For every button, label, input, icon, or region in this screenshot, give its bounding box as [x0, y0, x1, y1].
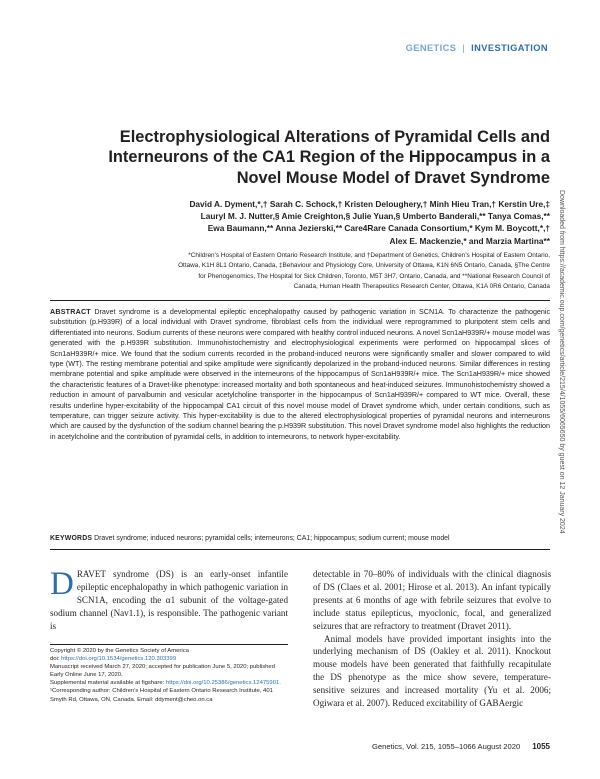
affiliation-line: Canada, Human Health Therapeutics Research Center, Ottawa, K1A 0R6 Ontario, Canada: [293, 283, 550, 291]
doi-link[interactable]: https://doi.org/10.1534/genetics.120.303399: [61, 656, 177, 663]
doi-label: doi:: [50, 656, 60, 663]
abstract: [50, 300, 550, 442]
keywords: [50, 534, 550, 544]
download-notice: Downloaded from https://academic.oup.com/genetics/article/215/4/1055/6065650 by guest on 12 January 2024: [558, 190, 565, 534]
affiliation-line: for Phenogenomics, The Hospital for Sick Children, Toronto, M5T 3H7, Ontario, Canada, and **National Research Council of: [198, 272, 550, 280]
keywords-label: KEYWORDS: [50, 535, 93, 542]
affiliation-line: Ottawa, K1H 8L1 Ontario, Canada, ‡Behaviour and Physiology Core, University of Ottawa, K1N 6N5 Ontario, Canada, §The Centre: [178, 262, 550, 270]
manuscript-dates: Manuscript received March 27, 2020; accepted for publication June 5, 2020; published Early Online June 17, 2020.: [50, 664, 275, 679]
keywords-divider: [50, 549, 550, 550]
affiliations: [50, 251, 550, 293]
author-list: [80, 198, 550, 247]
abstract-label: ABSTRACT: [50, 308, 91, 316]
supplemental-prefix: Supplemental material available at figshare:: [50, 680, 165, 687]
footnotes: [50, 647, 290, 704]
header-separator: |: [462, 43, 466, 53]
body-paragraph: Animal models have provided important insights into the underlying mechanism of DS (Oakley et al. 2011). Knockout mouse models have been generated that faithfully recapitulate the DS phenotype as the mice show severe, temperature-sensitive seizures and increased mortality (Yu et al. 2006; Ogiwara et al. 2007). Reduced excitability of GABAergic: [313, 633, 551, 709]
body-paragraph: detectable in 70–80% of individuals with the clinical diagnosis of DS (Claes et al. 2001; Hirose et al. 2013). An infant typically presents at 6 months of age with febrile seizures that evolve to include status epilepticus, myoclonic, focal, and generalized seizures that are refractory to treatment (Dravet 2011).: [313, 569, 551, 631]
affiliation-line: *Children’s Hospital of Eastern Ontario Research Institute, and †Department of Genetics, Children’s Hospital of Eastern Ontario,: [188, 252, 550, 259]
abstract-text: Dravet syndrome is a developmental epileptic encephalopathy caused by pathogenic variation in SCN1A. To characterize the pathogenic substitution (p.H939R) of a local individual with Dravet syndrome, fibroblast cells from the individual were reprogrammed to pluripotent stem cells and differentiated into neurons. Sodium currents of these neurons were compared with healthy control induced neurons. A novel Scn1aH939R/+ mouse model was generated with the p.H939R substitution. Immunohistochemistry and electrophysiological experiments were performed on hippocampal slices of Scn1aH939R/+ mice. We found that the sodium currents recorded in the proband-induced neurons were significantly smaller and slower compared to wild type (WT). The resting membrane potential and spike amplitude were significantly depolarized in the proband-induced neurons. Similar differences in resting membrane potential and spike amplitude were observed in the interneurons of the hippocampus of Scn1aH939R/+ mice. The Scn1aH939R/+ mice showed the characteristic features of a Dravet-like phenotype: increased mortality and both spontaneous and heat-induced seizures. Immunohistochemistry showed a reduction in amount of parvalbumin and vesicular acetylcholine transporter in the hippocampus of Scn1aH939R/+ compared to WT mice. Overall, these results underline hyper-excitability of the hippocampal CA1 circuit of this novel mouse model of Dravet syndrome which, under certain conditions, such as temperature, can trigger seizure activity. This hyper-excitability is due to the altered electrophysiological properties of pyramidal neurons and interneurons which are caused by the dysfunction of the sodium channel bearing the p.H939R substitution. This novel Dravet syndrome model also highlights the reduction in acetylcholine and the contribution of pyramidal cells, in addition to interneurons, to network hyper-excitability.: [50, 308, 551, 441]
page-number: 1055: [532, 742, 550, 751]
keywords-text: Dravet syndrome; induced neurons; pyramidal cells; interneurons; CA1; hippocampus; sodium current; mouse model: [94, 535, 450, 542]
author-line: Ewa Baumann,** Anna Jezierski,** Care4Rare Canada Consortium,* Kym M. Boycott,*,†: [207, 223, 550, 234]
footnote-divider: [50, 644, 288, 645]
author-line: David A. Dyment,*,† Sarah C. Schock,† Kristen Deloughery,† Minh Hieu Tran,† Kerstin Ure,‡: [189, 199, 550, 209]
author-line: Alex E. Mackenzie,* and Marzia Martina**: [389, 235, 550, 246]
article-section: INVESTIGATION: [471, 43, 548, 53]
supplemental-link[interactable]: https://doi.org/10.25386/genetics.12475901.: [165, 680, 281, 687]
journal-citation: Genetics, Vol. 215, 1055–1066 August 2020: [372, 742, 521, 751]
journal-header: [406, 43, 548, 53]
page-footer: [372, 742, 550, 751]
journal-name: GENETICS: [405, 43, 457, 53]
drop-cap: D: [50, 566, 74, 602]
article-title: Electrophysiological Alterations of Pyramidal Cells and Interneurons of the CA1 Region of the Hippocampus in a Novel Mouse Model of Dravet Syndrome: [108, 128, 550, 187]
doi-line: [50, 655, 290, 663]
author-line: Lauryl M. J. Nutter,§ Amie Creighton,§ Julie Yuan,§ Umberto Banderali,** Tanya Comas,**: [200, 211, 550, 222]
corresponding-author: ¹Corresponding author: Children’s Hospital of Eastern Ontario Research Institute, 401 Smyth Rd, Ottawa, ON, Canada. Email: ddyment@cheo.on.ca: [50, 688, 273, 703]
body-column-left: [50, 568, 288, 633]
intro-text: RAVET syndrome (DS) is an early-onset infantile epileptic encephalopathy in which pathogenic variation in SCN1A, encoding the α1 subunit of the voltage-gated sodium channel (Nav1.1), is responsible. The pathogenic variant is: [50, 569, 288, 631]
body-column-right: [313, 568, 551, 710]
supplemental-line: [50, 679, 290, 687]
copyright-line: Copyright © 2020 by the Genetics Society of America: [50, 648, 189, 654]
